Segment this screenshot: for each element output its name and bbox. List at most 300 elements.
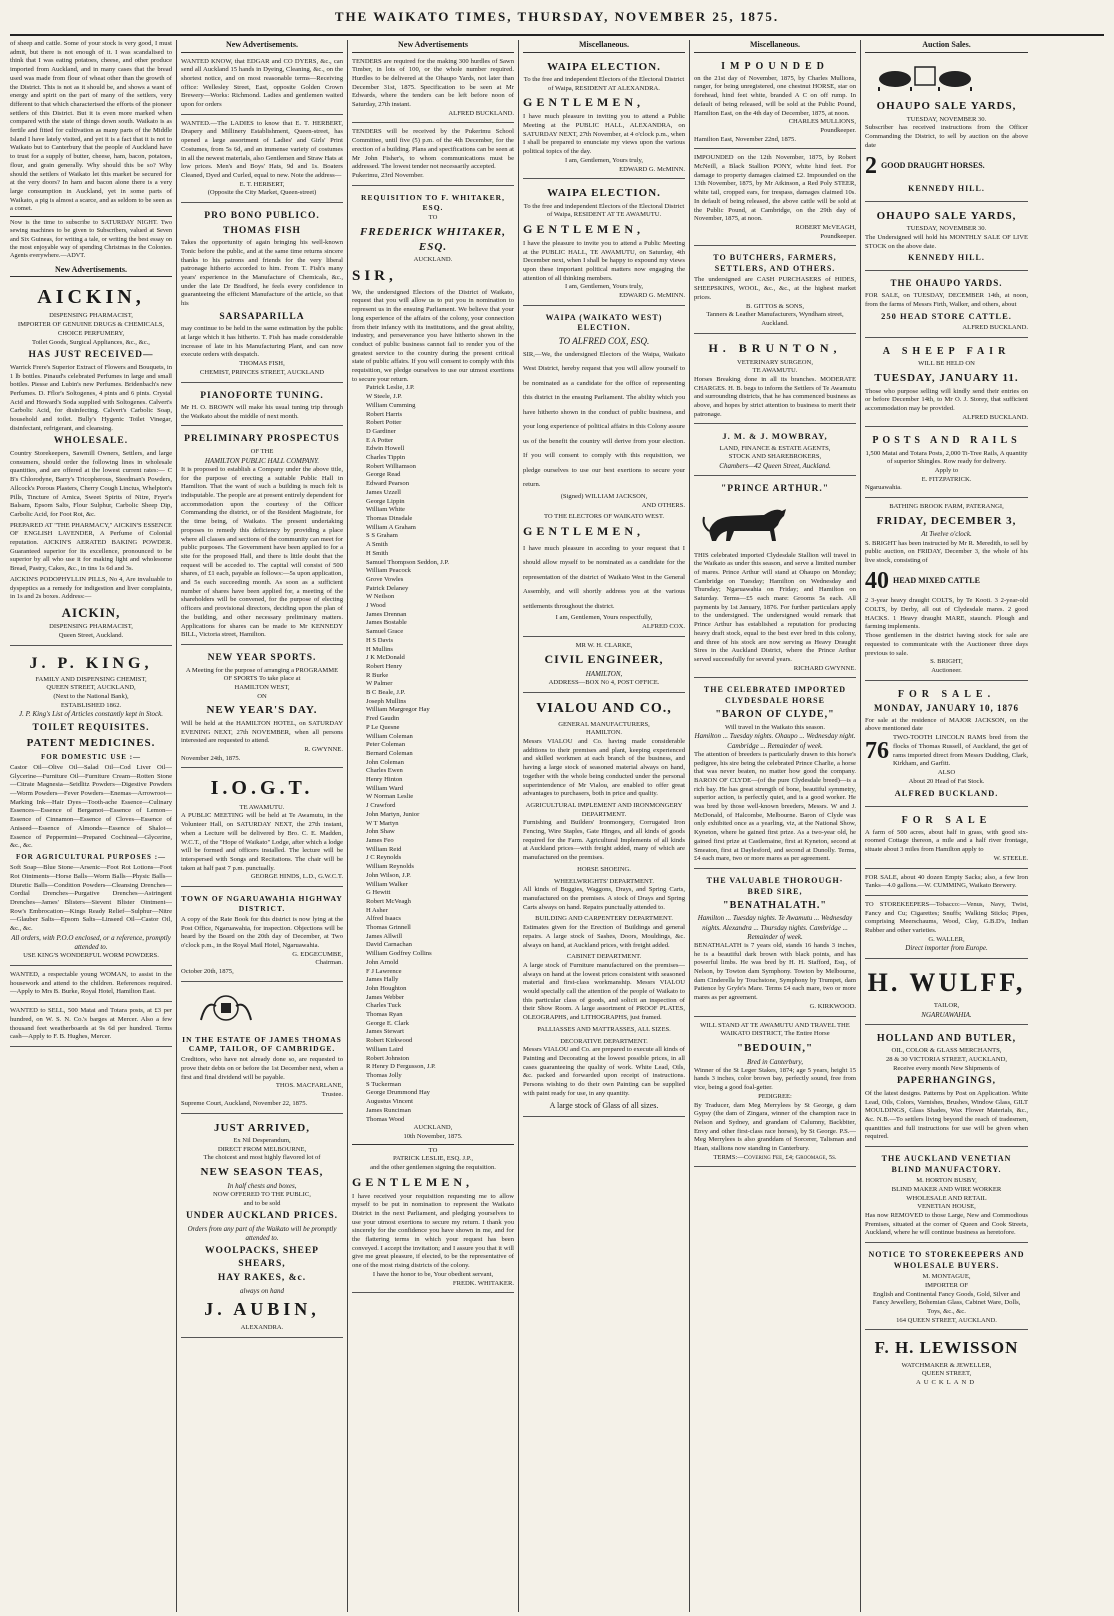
ad-body: IMPOUNDED on the 12th November, 1875, by Robert McNeill, a Black Stallion PONY, white hind feet. For damage to property damages claimed £2. Impounded on the 13th November, 1875, by Mr Atkinson, a Red Poly STEER, white tail, cropped ears, for trespass, damages claimed 10s. In default of being released, the above cattle will be sold at the Public Pound, at Cambridge, on the 29th day of November, 1875, at noon. xyxy=(694,154,856,223)
ad-body: Will be held at the HAMILTON HOTEL, on SATURDAY EVENING NEXT, 27th NOVEMBER, when all persons interested are requested to attend. xyxy=(181,719,343,745)
ad-ngaruawahia-district xyxy=(181,890,343,982)
signatory-name: William Reid xyxy=(366,845,402,853)
ad-body: I have the pleasure to invite you to attend a Public Meeting at the PUBLIC HALL, TE AWAMUTU, on Saturday, 4th December next, when I shall be happy to expound my views upon these important political matters now engaging the attention of all thinking members. xyxy=(523,239,685,282)
signatory-name: H Asher xyxy=(366,906,388,914)
signatory-name: James Feo xyxy=(366,837,394,844)
signatory-name: William Walker xyxy=(366,880,408,888)
signatory-name: Bernard Coleman xyxy=(366,749,413,757)
signatory-name: Thomas Ryan xyxy=(366,1011,403,1019)
ad-for-sale-farm xyxy=(865,810,1028,869)
ad-heading: "BARON OF CLYDE," xyxy=(715,709,835,721)
ad-body: S. BRIGHT has been instructed by Mr R. Meredith, to sell by public auction, on FRIDAY, December 3, the whole of his live stock, consisting of xyxy=(865,539,1028,564)
ad-heading: BUILDING AND CARPENTERY DEPARTMENT. xyxy=(535,915,673,923)
ad-title: WAIPA ELECTION. xyxy=(547,60,661,73)
ad-subtitle: Ex Nil Desperandum, xyxy=(233,1137,291,1145)
ad-subtitle: IMPORTER OF GENUINE DRUGS & CHEMICALS, CHOICE PERFUMERY, xyxy=(17,321,165,337)
signatory-name: Fred Gaudin xyxy=(366,715,400,723)
ad-aubin xyxy=(181,1117,343,1338)
lot-line xyxy=(865,734,1028,769)
signatory-name: Thomas Dinsdale xyxy=(366,514,413,522)
ad-body: About 20 Head of Fat Stock. xyxy=(908,777,985,785)
section-heading: Miscellaneous. xyxy=(523,40,685,53)
ad-title: NOTICE TO STOREKEEPERS AND WHOLESALE BUYERS. xyxy=(868,1250,1025,1270)
ad-address: 28 & 30 VICTORIA STREET, AUCKLAND, xyxy=(885,1055,1008,1063)
signatory-name: William Laird xyxy=(366,1045,404,1053)
ad-body: I am, Gentlemen, Yours truly, xyxy=(565,283,643,291)
ad-title: THOMAS FISH xyxy=(223,225,301,236)
ad-signature: G. KIRKWOOD. xyxy=(809,1002,856,1010)
signatory-name: William Reynolds xyxy=(366,863,414,871)
lot-count: 2 xyxy=(865,152,877,179)
ad-salutation: GENTLEMEN, xyxy=(523,222,645,237)
ad-body: ALSO xyxy=(937,768,956,776)
signatory-name: W T Martyn xyxy=(366,819,399,827)
divider xyxy=(10,216,172,217)
ad-heading: WHEELWRIGHTS' DEPARTMENT. xyxy=(554,877,654,885)
ad-title: H. WULFF, xyxy=(867,967,1026,997)
signatory-name: James Allwill xyxy=(366,932,403,940)
ad-date: Pukerimu, 23rd November. xyxy=(352,171,424,179)
ad-signature: G. EDGECUMBE, xyxy=(292,950,343,958)
ad-body: THIS celebrated imported Clydesdale Stallion will travel in the Waikato as under this season, and serve a limited number of mares. Prince Arthur will stand at Ohaupo on Monday; Cambridge on Tuesday; Hamilton on Wednesday and Thursday; Ngaruawahia on Friday; and Hamilton on Saturday. Terms—£5 each mare: Grooms 5s each. All payments by 1st January, 1876. For further particulars apply to the undersigned. The undersigned would remark that Prince Arthur has established a reputation for producing heavy draft stock, equal to the best ever bred in this colony, and three of his stock are now serving as Heavy Draught Sires in the Auckland District, where the Prince Arthur served successfully for several years. xyxy=(694,551,856,663)
ad-title: PRO BONO PUBLICO. xyxy=(204,211,320,222)
ad-edgar: WANTED KNOW, that EDGAR and CO DYERS, &c., can send all Auckland 15 hands in Dyeing, Cleaning, &c., on the shortest notice, and on most reasonable terms—Receiving office: Wellesley Street, East, opposite Golden Crown Brewery—Works: Richmond. Ladies and gentlemen waited upon for orders xyxy=(181,56,343,115)
ad-camp-estate xyxy=(181,985,343,1114)
ad-title: THE CELEBRATED IMPORTED CLYDESDALE HORSE xyxy=(703,685,847,705)
ad-heading: PEDIGREE: xyxy=(758,1092,792,1100)
ad-lewisson xyxy=(865,1333,1028,1392)
ad-title: NEW YEAR SPORTS. xyxy=(207,653,317,663)
ad-subtitle: J. P. King's List of Articles constantly kept in Stock. xyxy=(19,710,163,719)
ad-impounded-cambridge xyxy=(694,152,856,246)
ad-schedule: Hamilton ... Tuesday nights. Ohaupo ... Wednesday night. Cambridge ... Remainder of week. xyxy=(694,732,856,750)
ad-note: All orders, with P.O.O enclosed, or a reference, promptly attended to. xyxy=(11,933,171,952)
signatory-name: James Stewart xyxy=(366,1028,404,1036)
ad-address: Tanners & Leather Manufacturers, Wyndham street, Auckland. xyxy=(706,311,844,327)
ad-subtitle: WHOLESALE AND RETAIL xyxy=(906,1194,987,1202)
ad-title: REQUISITION TO F. WHITAKER, ESQ. xyxy=(361,192,505,212)
ad-subtitle: DISPENSING PHARMACIST, xyxy=(49,312,133,320)
ad-address: 164 QUEEN STREET, AUCKLAND. xyxy=(896,1316,997,1324)
ad-subtitle: At Twelve o'clock. xyxy=(921,530,972,539)
ad-body: I am, Gentlemen, Yours truly, xyxy=(565,156,643,164)
signatory-name: Peter Coleman xyxy=(366,741,406,749)
column-1 xyxy=(6,40,177,1612)
signatory-name: John Martyn, Junior xyxy=(366,810,420,818)
ad-date: Supreme Court, Auckland, November 22, 1875. xyxy=(181,1099,308,1107)
signatory-name: G Hewitt xyxy=(366,889,391,897)
ad-heading: FOR DOMESTIC USE :— xyxy=(40,752,142,761)
signatory-list xyxy=(352,384,514,1124)
ad-signature: CHARLES MULLIONS, xyxy=(788,118,856,126)
ad-ohaupo-yards xyxy=(865,274,1028,338)
ad-body: For sale at the residence of MAJOR JACKSON, on the above mentioned date xyxy=(865,716,1028,733)
ad-body: and to be sold xyxy=(243,1199,281,1207)
ad-heading: TO ALFRED COX, ESQ. xyxy=(558,335,650,346)
ad-heading: HORSE SHOEING. xyxy=(577,865,631,873)
ad-place: AUCKLAND. xyxy=(413,256,453,264)
ad-bedouin xyxy=(694,1020,856,1168)
lot-description: HEAD MIXED CATTLE xyxy=(893,576,980,586)
signatory-name: William White xyxy=(366,506,405,514)
ad-body: Messrs VIALOU and Co. having made considerable additions to their premises and plant, keeping experienced and skilled workmen at each branch of the business, and having a large stock of seasoned material always on hand, together with the whole being conducted under the personal superintendence of Mr Vialou, are enabled to offer great advantages to purchasers, both in price and quality. xyxy=(523,738,685,798)
ad-body: AICKIN'S PODOPHYLLIN PILLS, No 4, Are invaluable to dyspeptics as a remedy for indigestion and liver complaints, in 1s and 2s boxes. Address:— xyxy=(10,575,172,601)
ad-waikato-west-election xyxy=(523,309,685,637)
ad-address: QUEEN STREET, AUCKLAND, xyxy=(46,684,136,692)
signatory-name: William Coleman xyxy=(366,732,413,740)
signatory-name: Alfred Isaacs xyxy=(366,915,401,923)
ad-ohaupo-monthly xyxy=(865,205,1028,271)
ad-body: It is proposed to establish a Company under the above title, for the purpose of erecting a suitable Public Hall in Hamilton. That the want of such a building is much felt is indisputable. The people are at present entirely dependent for accommodation upon the courtesy of the Officer Commanding the district, or of the Resident Magistrate, for the time being, of Waikato. The present undertaking proposes to remedy this deficiency by providing a place where all classes and sections of the community can meet for public purposes. The Government have been applied to for a site for the proposed Hall, and there is little doubt that the request will be acceded to. The capital will consist of 500 shares, of £1 each, payable as follows:—5s upon application, and 5s each succeeding month. As soon as a sufficient number of shares have been applied for, a meeting of the shareholders will be convened, for the purpose of electing officers and provisional directors, deciding upon the plan of the building, and other necessary preliminary matters. Applications for shares can be made to Mr KENNEDY BILL, Victoria street, Hamilton. xyxy=(181,465,343,639)
ad-heading: PAPERHANGINGS, xyxy=(896,1076,997,1087)
ad-whitaker-requisition xyxy=(352,189,514,1294)
ad-piano xyxy=(181,386,343,427)
ad-title: IMPOUNDED xyxy=(721,60,829,72)
ad-body: English and Continental Fancy Goods, Gold, Silver and Fancy Jewellery, Bohemian Glass, Cabinet Ware, Dolls, Toys, &c., &c. xyxy=(872,1290,1021,1315)
signatory-name: Robert Kirkwood xyxy=(366,1037,413,1045)
ad-mowbray xyxy=(694,427,856,476)
ad-signature: ALFRED BUCKLAND. xyxy=(962,413,1028,421)
ad-heading: CIVIL ENGINEER, xyxy=(544,652,664,667)
ad-signature: G. WALLER, xyxy=(928,935,965,943)
ad-benathalath xyxy=(694,872,856,1017)
signatory-name: R Henry D Fergusson, J.P. xyxy=(366,1063,436,1071)
ad-new-year-sports xyxy=(181,648,343,768)
signatory-name: J Wood xyxy=(366,602,386,610)
signatory-name: Robert Potter xyxy=(366,419,402,427)
ad-subtitle: VETERINARY SURGEON, xyxy=(737,358,813,366)
ad-signature: RICHARD GWYNNE. xyxy=(793,664,856,672)
lot-line xyxy=(865,566,1028,598)
ad-heading: UNDER AUCKLAND PRICES. xyxy=(185,1211,339,1222)
signatory-name: S Tuckerman xyxy=(366,1080,401,1088)
ad-body: FOR SALE, on TUESDAY, DECEMBER 14th, at noon, from the farms of Messrs Firth, Walker, and others, about xyxy=(865,291,1028,308)
ad-place: HAMILTON, xyxy=(585,670,623,679)
signatory-name: J C Reynolds xyxy=(366,854,402,862)
ad-heading: NEW YEAR'S DAY. xyxy=(206,704,318,717)
ad-heading: HAY RAKES, &c. xyxy=(217,1273,307,1284)
ad-place: AUCKLAND, xyxy=(413,1124,453,1132)
ad-title: THE AUCKLAND VENETIAN BLIND MANUFACTORY. xyxy=(881,1154,1012,1174)
ad-body: Has now REMOVED to those Large, New and Commodious Premises, situated at the corner of Queen and Cook Streets, Auckland, where he will continue business as heretofore. xyxy=(865,1211,1028,1237)
ad-body: Of the latest designs. Patterns by Post on Application. White Lead, Oils, Colors, Varnishes, Brushes, Window Glass, GILT MOULDINGS, Glass Shades, Wax Flower Materials, &c., &c. N.B.—To settlers living beyond the reach of tradesmen, quantities and full instructions for use will be given when required. xyxy=(865,1089,1028,1141)
ad-body: Furnishing and Builders' Ironmongery, Corrugated Iron Fencing, Wire Staples, Gate Hinges, and all kinds of goods required for the Farm. Agricultural Implements of all kinds at Auckland prices—with freight added, many of which are manufactured on the premises. xyxy=(523,819,685,862)
ad-tenders-hurdles xyxy=(352,56,514,124)
lot-description: GOOD DRAUGHT HORSES. xyxy=(881,161,985,171)
section-heading: New Advertisements xyxy=(352,40,514,53)
ad-date: October 20th, 1875, xyxy=(181,968,234,976)
signatory-name: George Read xyxy=(366,471,401,479)
signatory-name: Samuel Thompson Seddon, J.P. xyxy=(366,558,450,566)
ad-body: Receive every month New Shipments of xyxy=(893,1064,1000,1072)
ad-wanted-sell: WANTED to SELL, 500 Matai and Totara posts, at £3 per hundred, on W. S. N. Co.'s barges at Mercer. Also a few thousand feet weatherboards at 9s 6d per hundred. Terms cash—Apply to F. B. Hughes, Mercer. xyxy=(10,1005,172,1047)
signatory-name: F J Lawrence xyxy=(366,967,402,975)
ad-body: Soft Soap—Blue Stone—Arsenic—Foot Rot Lotions—Foot Rot Ointments—Horse Balls—Worm Balls—Physic Balls—Diuretic Balls—Condition Powders—Cleansing Drenches—Cordial Drenches—Purgative Drenches—Astringent Drenches—James' Blisters—Sievent Blister Ointment—Row's Embrocation—Kings Ready Relief—Sulphur—Nitre—Glauber Salts—Epsom Salts—Linseed Oil—Castor Oil, &c., &c. xyxy=(10,864,172,933)
ad-body: TO xyxy=(428,1146,438,1154)
ad-body: A farm of 500 acres, about half in grass, with good six-roomed Cottage thereon, a mile and a half river frontage, situate about 3 miles from Hamilton apply to xyxy=(865,828,1028,854)
ad-date: TUESDAY, JANUARY 11. xyxy=(874,372,1019,385)
ad-body: on the 21st day of November, 1875, by Charles Mullions, ranger, for being unregistered, one chestnut HORSE, star on forehead, hind feet white, branded A C on off rump. In default of being released, will be sold at the Public Pound, Hamilton East, on the 4th day of December, 1875, at noon. xyxy=(694,74,856,117)
signatory-name: George E. Clark xyxy=(366,1019,409,1027)
signatory-name: D Gardiner xyxy=(366,427,396,435)
ad-date: TUESDAY, NOVEMBER 30. xyxy=(906,225,987,233)
ad-for-sale-rams xyxy=(865,684,1028,807)
ad-baron-of-clyde xyxy=(694,681,856,869)
signatory-name: John Coleman xyxy=(366,758,404,766)
ad-body: I have the honor to be, Your obedient servant, xyxy=(372,1270,494,1278)
column-5 xyxy=(690,40,861,1612)
ad-address: CHEMIST, PRINCES STREET, AUCKLAND xyxy=(199,368,325,376)
ad-subtitle: To the free and independent Electors of the Electoral District of Waipa, RESIDENT AT TE AWAMUTU. xyxy=(523,202,685,219)
signatory-name: Thomas Wood xyxy=(366,1115,405,1123)
ad-signature: W. STEELE. xyxy=(993,854,1028,862)
ad-title: J. M. & J. MOWBRAY, xyxy=(722,431,828,442)
ad-iogt xyxy=(181,771,343,887)
ad-body: Warrick Frere's Superior Extract of Flowers and Bouquets, in 1 lb bottles. Pinaud's celebrated Perfumes in large and small bottles. Piesse and Lubin's new Perfumes. Bridenbach's new Perfumes. D. Fflor's Soltogenes, 4 pints and 6 pints. Crystal Acid and Howard's Soda supplied with Soltogenes. Calvert's Carbolic Acid, for disinfecting. Calvert's Carbolic Soap, household and toilet. Bully's Hygenic Toilet Vinegar, disinfectant, refrigerant, and cleansing. xyxy=(10,363,172,432)
signatory-name: James Webber xyxy=(366,993,404,1001)
ad-body: Country Storekeepers, Sawmill Owners, Settlers, and large consumers, should order the following lines in wholesale quantities, and are offered at the lowest current rates:— C B's Chlorodyne, Barry's Tricopherous, Steedman's Powders, Allcock's Porous Plasters, Cherry Cough Linctus, Whelpton's Pills, Tincture of Arnica, Sweet Spirits of Nitre, Fryer's Balsam, Epsom Salts, Flour Sulphur, Carbolic Sheep Dip, Carbolic Acid, for Foot Rot, &c. xyxy=(10,449,172,518)
lot-line xyxy=(865,151,1028,183)
ad-body: may continue to be held in the same estimation by the public at large which it has hitherto. T. Fish has made considerable increase of late in his Manufacturing Plant, and can now execute orders with despatch. xyxy=(181,325,343,359)
ad-subtitle: TAILOR, xyxy=(933,1002,960,1010)
ad-signature: ALFRED BUCKLAND. xyxy=(962,324,1028,332)
article-text: of sheep and cattle. Some of your stock is very good, I must admit, but there is not enough of it. I was scandalised to think that I was eating potatoes, cheese, and other produce imported from Auckland, and in many cases that the bread used was made from flour of wheat other than the growth of the District. This is not as it should be, and shows a want of energy and spirit on the part of many of the settlers, very different to that which characterised the efforts of the pioneer settlers of this District. But it is even more marked when compared with the state of things down south. Waikato is as fertile and fitted for cultivation as many parts of the Middle Island I have lately visited, and yet it is a fact that it is not to Waikato but to Canterbury that the people of Auckland have to trust for a supply of butter, cheese, ham, bacon, potatoes, flour, and grain generally. Why should this be so? Why should the settlers of Waikato let this market be secured for at the very doors? In ham and bacon alone there is a very large consumption in Auckland, yet in some parts of Waikato, a pig is almost a scarce, and as seldom to be seen as a comet. xyxy=(10,40,172,213)
ad-body: WANTED.—The LADIES to know that E. T. HERBERT, Drapery and Millinery Establishment, Queen-street, has opened a large assortment of Ladies' and Girls' Print Costumes, from 5s 6d, and an immense variety of costumes in all the newest materials, also Gentlemen and Straw Hats at low prices. Men's and Boys' Hats, 9d and 1s. Boaters Cleaned, Dyed and Curled, equal to new. Note the address— xyxy=(181,119,343,179)
ad-title: "PRINCE ARTHUR." xyxy=(720,484,830,495)
ad-title: THE VALUABLE THOROUGH-BRED SIRE, xyxy=(706,875,844,896)
ad-subtitle: OIL, COLOR & GLASS MERCHANTS, xyxy=(891,1047,1002,1055)
signatory-name: Henry Hinton xyxy=(366,776,403,784)
ad-body: PREPARED AT "THE PHARMACY," AICKIN'S ESSENCE OF ENGLISH LAVENDER, A Perfume of Colonial reputation. AICKIN'S AERATED BAKING POWDER. Guaranteed superior for its excellence, pronounced to be superior by all who use it for making light and wholesome Bread, Pastry, Cakes, &c., in tins 1s 6d and 3s. xyxy=(10,521,172,573)
ad-subtitle: WILL BE HELD ON xyxy=(918,360,975,368)
ad-address: (Opposite the City Market, Queen-street) xyxy=(207,189,317,197)
ad-body: Mr H. O. BROWN will make his usual tuning trip through the Waikato about the middle of next month. xyxy=(181,404,343,420)
ad-subtitle: GENERAL MANUFACTURERS, xyxy=(558,720,650,728)
ad-title: WAIPA ELECTION. xyxy=(547,187,661,200)
ad-heading: M. HORTON BUSBY, xyxy=(916,1177,977,1185)
ad-body: Horses Breaking done in all its branches. MODERATE CHARGES. H. B. begs to inform the Settlers of Te Awamutu and surrounding districts, that he has commenced business as above, and hopes by strict attention to business to merit their patronage. xyxy=(694,375,856,418)
signatory-name: John Houghton xyxy=(366,984,407,992)
ad-heading: AGRICULTURAL IMPLEMENT AND IRONMONGERY DEPARTMENT. xyxy=(525,801,683,818)
ad-body: TO STOREKEEPERS—Tobacco:—Venus, Navy, Twist, Fancy and Cu; Cigarettes; Snuffs; Walking Sticks; Pipes, comprising Meerschaums, Wood, Clay, G.B.D's, Indian Rubber and other varieties. xyxy=(865,900,1028,935)
ad-date: Hamilton East, November 22nd, 1875. xyxy=(694,135,797,143)
signatory-name: J Crawford xyxy=(366,802,396,810)
ad-wulff xyxy=(865,962,1028,1025)
ad-signature: ALFRED COX. xyxy=(642,623,685,630)
ad-schedule: Hamilton ... Tuesday nights. Te Awamutu ... Wednesday nights. Alexandra ... Thursday nights. Cambridge ... Remainder of week. xyxy=(697,914,853,941)
ad-heading: FREDERICK WHITAKER, ESQ. xyxy=(360,226,506,253)
ad-heading: PATRICK LESLIE, ESQ. J.P., xyxy=(393,1155,473,1163)
ad-body: NOW OFFERED TO THE PUBLIC, xyxy=(213,1190,311,1198)
ad-signature: EDWARD G. McMINN. xyxy=(619,292,685,300)
column-2 xyxy=(177,40,348,1612)
ad-body: In half chests and boxes, xyxy=(227,1181,297,1190)
ad-signature: (Signed) WILLIAM JACKSON, xyxy=(560,492,648,500)
ad-subtitle: LAND, FINANCE & ESTATE AGENTS, xyxy=(719,444,831,452)
ad-body: 2 3-year heavy draught COLTS, by Te Kooti. 3 2-year-old COLTS, by Derby, all out of Clydesdale mares. 2 good HACKS. 1 Heavy draught MARE, staunch. Plough and farming implements. xyxy=(865,597,1028,631)
signatory-name: William Ward xyxy=(366,784,403,792)
ad-heading: SARSAPARILLA xyxy=(219,311,305,322)
ad-body: The choicest and most highly flavored lot of xyxy=(203,1154,321,1162)
ad-body: We, the undersigned Electors of the District of Waikato, request that you will allow us to put you in nomination to represent us in the ensuing Parliament. We believe that your long experience of the affairs of the colony, your connection from their infancy with its institutions, and the great ability, industry, and perseverance you have hitherto shown in the conduct of public business cannot fail to render you of the greatest service to the country during the present critical state of public affairs. If you will consent to comply with this requisition, we pledge ourselves to use our utmost exertions to secure your return. xyxy=(352,288,514,383)
ad-body: Winner of the St Leger Stakes, 1874; age 5 years, height 15 hands 3 inches, color brown bay, perfectly sound, free from vice, being a good foal-getter. xyxy=(694,1066,856,1092)
ad-heading: CABINET DEPARTMENT. xyxy=(566,953,642,961)
ad-for-sale-sacks: FOR SALE, about 40 dozen Empty Sacks; also, a few Iron Tanks—4.0 gallons.—W. CUMMING, Waikato Brewery. xyxy=(865,872,1028,896)
signatory-name: David Carnachan xyxy=(366,941,412,949)
signatory-name: William Godfrey Collins xyxy=(366,950,432,958)
ad-body: A Meeting for the purpose of arranging a PROGRAMME OF SPORTS To take place at xyxy=(185,666,339,683)
ad-signature: EDWARD G. McMINN. xyxy=(619,165,685,173)
ad-body: A copy of the Rate Book for this district is now lying at the Post Office, Ngaruawahia, for inspection. Objections will be heard by the Board on the 20th day of December, at Two o'clock p.m., in the Royal Mail Hotel, Ngaruawahia. xyxy=(181,915,343,949)
signatory-name: William Peacock xyxy=(366,567,411,575)
ad-storekeepers-tobacco xyxy=(865,899,1028,959)
signatory-name: Grove Vowles xyxy=(366,575,404,583)
ad-note: USE KING'S WONDERFUL WORM POWDERS. xyxy=(23,952,159,960)
ad-title: I.O.G.T. xyxy=(210,777,314,800)
ad-title: PRELIMINARY PROSPECTUS xyxy=(184,434,340,445)
ad-address: (Next to the National Bank), xyxy=(53,693,129,701)
signatory-name: P Le Quesne xyxy=(366,723,400,731)
auction-emblem xyxy=(865,61,985,91)
ad-signature: Poundkeeper. xyxy=(820,232,856,240)
signatory-name: James Bostable xyxy=(366,619,407,627)
ad-holland-butler xyxy=(865,1028,1028,1147)
ad-body: ON xyxy=(257,692,267,700)
ad-heading: PALLIASSES AND MATTRASSES, ALL SIZES. xyxy=(537,1025,671,1033)
ad-title: PIANOFORTE TUNING. xyxy=(200,390,324,401)
ad-heading: DECORATIVE DEPARTMENT. xyxy=(560,1037,648,1045)
signatory-name: Patrick Delaney xyxy=(366,584,409,592)
ad-place: Ngaruawahia. xyxy=(865,484,902,492)
ad-subtitle: Bred in Canterbury, xyxy=(747,1057,803,1066)
signatory-name: Edward Pearson xyxy=(366,480,410,488)
signatory-name: George Drummond Hay xyxy=(366,1089,430,1097)
ad-subtitle: To the free and independent Electors of the Electoral District of Waipa, RESIDENT AT ALEXANDRA. xyxy=(523,76,685,92)
ad-note: Orders from any part of the Waikato will be promptly attended to. xyxy=(187,1224,337,1243)
ad-place: HAMILTON. xyxy=(585,729,623,737)
lot-count: 40 xyxy=(865,567,889,594)
masthead: THE WAIKATO TIMES, THURSDAY, NOVEMBER 25, 1875. xyxy=(10,0,1104,36)
ad-body: Those gentlemen in the district having stock for sale are requested to communicate with the Auctioneer three days previous to sale. xyxy=(865,632,1028,657)
ad-subtitle: OF THE xyxy=(250,448,274,455)
ad-subtitle: ESTABLISHED 1862. xyxy=(60,701,122,709)
signatory-name: Augustus Vincent xyxy=(366,1098,413,1106)
signatory-name: E A Potter xyxy=(366,436,394,444)
ad-body: I have received your requisition requesting me to allow myself to be put in nomination to represent the Waikato District in the next Parliament, and pledging yourselves to use your utmost exertions to secure my return. I thank you sincerely for the confidence you have shown in me, and for the flattering terms in which your request has been conveyed. I accept the invitation; and I assure you that it will give me great pleasure, if elected, to be the representative of one of the most rising districts of the colony. xyxy=(352,1192,514,1270)
ad-title: FOR SALE xyxy=(901,814,992,826)
ad-body: Those who purpose selling will kindly send their entries on or before December 14th, to Mr O. J. Storey, that sufficient accommodation may be provided. xyxy=(865,387,1028,412)
signatory-name: S S Graham xyxy=(366,532,398,540)
ad-body: Estimates given for the Erection of Buildings and general repairs. A large stock of Sashes, Doors, Mouldings, &c. always on hand, at Auckland prices, with freight added. xyxy=(523,924,685,949)
lot-description: TWO-TOOTH LINCOLN RAMS bred from the flocks of Thomas Russell, of Auckland, the get of rams imported direct from Messrs Dudding, Clark, Kirkham, and Garfitt. xyxy=(893,734,1028,768)
signatory-name: A Smith xyxy=(366,541,388,549)
lot-description: 250 HEAD STORE CATTLE. xyxy=(881,311,1012,322)
ad-king xyxy=(10,649,172,967)
signatory-name: R Burke xyxy=(366,671,389,679)
ad-heading: PATENT MEDICINES. xyxy=(26,737,156,750)
ad-signature: FREDK. WHITAKER. xyxy=(452,1279,514,1287)
ad-title: H. BRUNTON, xyxy=(708,340,842,355)
ad-title: OHAUPO SALE YARDS, xyxy=(876,100,1017,113)
signatory-name: William A Graham xyxy=(366,523,416,531)
signatory-name: W Palmer xyxy=(366,680,393,688)
ad-title: E. T. HERBERT, xyxy=(239,180,285,188)
ad-title: BATHING BROOK FARM, PATERANGI, xyxy=(889,503,1004,511)
signatory-name: George Lippin xyxy=(366,497,405,505)
ad-tenders-school xyxy=(352,126,514,185)
ad-body: 1,500 Matai and Totara Posts, 2,000 Ti-Tree Rails, A quantity of superior Shingles. Row ready for delivery. xyxy=(865,449,1028,466)
ad-address: Queen Street, Auckland. xyxy=(58,631,124,639)
signatory-name: James Drennan xyxy=(366,610,407,618)
ad-sheep-fair xyxy=(865,341,1028,427)
ad-body: Messrs VIALOU and Co. are prepared to execute all kinds of Painting and Decorating at the lowest possible prices, in all cases guaranteeing the quality of work. White Lead, Oils, &c. packed and forwarded upon receipt of instructions. Persons wishing to do their own Painting can be supplied with paint ready for use, in any quantity. xyxy=(523,1046,685,1097)
signatory-name: Charles Ewen xyxy=(366,767,403,775)
signatory-name: John Arnold xyxy=(366,958,399,966)
ad-signature: GEORGE HINDS, L.D., G.W.C.T. xyxy=(250,873,343,881)
signatory-name: Robert Harris xyxy=(366,410,403,418)
signatory-name: Thomas Jolly xyxy=(366,1071,402,1079)
ad-waipa-election-alexandra xyxy=(523,56,685,180)
ad-montague xyxy=(865,1246,1028,1330)
ad-title: FOR SALE. xyxy=(897,688,996,700)
ad-heading: "BENATHALATH." xyxy=(723,900,827,912)
ad-signature: Direct importer from Europe. xyxy=(905,944,988,953)
ad-subtitle: DIRECT FROM MELBOURNE, xyxy=(217,1145,307,1153)
saturday-night-notice: Now is the time to subscribe to SATURDAY NIGHT. Two sewing machines to be given to Subscribers, valued at Seven and Six Guineas, for writing a tale, or writing the best essay on the most enjoyable way of spending Christmas in the Colonies. Agents everywhere.—ADVT. xyxy=(10,219,172,260)
ad-signature: S. BRIGHT, xyxy=(930,658,963,666)
ad-signature: ROBERT McVEAGH, xyxy=(795,223,856,231)
ad-body: Takes the opportunity of again bringing his well-known Tonic before the public, and at the same time returns sincere thanks to his patrons and friends for the very liberal patronage hitherto accorded to him. From T. Fish's many years' experience in the Manufacture of Chemicals, &c., under the late Dr Bradford, he feels every confidence in guaranteeing the efficient Manufacture of the article, so that his xyxy=(181,239,343,308)
ad-title: VIALOU AND CO., xyxy=(536,701,672,717)
ad-bathing-brook-farm xyxy=(865,501,1028,681)
divider xyxy=(352,1144,514,1145)
ad-title: F. H. LEWISSON xyxy=(874,1338,1019,1358)
ad-venetian-blind xyxy=(865,1150,1028,1243)
ad-wanted-woman: WANTED, a respectable young WOMAN, to assist in the housework and attend to the children. References required.—Apply to Mrs B. Burke, Royal Hotel, Hamilton East. xyxy=(10,969,172,1002)
ad-heading: M. MONTAGUE, xyxy=(922,1273,971,1281)
ad-clarke xyxy=(523,640,685,693)
ad-salutation: GENTLEMEN, xyxy=(523,95,645,110)
ad-signature: THOS. MACFARLANE, xyxy=(275,1082,343,1090)
ad-title: OHAUPO SALE YARDS, xyxy=(876,209,1017,222)
ad-prince-arthur xyxy=(694,479,856,678)
signatory-name: John Shaw xyxy=(366,828,395,836)
ad-address: ADDRESS—BOX No 4, POST OFFICE. xyxy=(548,679,660,687)
ad-signature: KENNEDY HILL. xyxy=(908,253,985,263)
ad-signature: B. GITTOS & SONS, xyxy=(746,302,804,310)
ad-subtitle: DISPENSING PHARMACIST, xyxy=(49,623,133,631)
ad-body: A PUBLIC MEETING will be held at Te Awamutu, in the Volunteer Hall, on SATURDAY NEXT, the 27th instant, when a Lecture will be delivered by Bro. C. E. Madden, W.C.T., of the "Hope of Waikato" Lodge, after which a lodge will be formed and officers installed. The lecture will be interspersed with Songs and Recitations. The chair will be taken at half past 7 p.m. punctually. xyxy=(181,812,343,872)
ad-heading: TOILET REQUISITES. xyxy=(32,722,150,733)
ad-body: TO xyxy=(428,214,438,222)
ad-herbert xyxy=(181,118,343,203)
ad-title: AICKIN, xyxy=(61,604,121,620)
signatory-name: Robert Williamson xyxy=(366,462,416,470)
ad-waipa-election-te-awamutu xyxy=(523,182,685,306)
ad-signature: THOMAS FISH, xyxy=(239,360,285,368)
signatory-name: Thomas Grinnell xyxy=(366,924,411,932)
ad-subtitle: Will travel in the Waikato this season. xyxy=(725,723,825,731)
ad-signature: E. FITZPATRICK. xyxy=(921,475,972,483)
signatory-name: W Norman Leslie xyxy=(366,793,414,801)
signatory-name: Joseph Mullins xyxy=(366,697,407,705)
ad-body: Castor Oil—Olive Oil—Salad Oil—Cod Liver Oil—Glycerine—Furniture Oil—Furniture Cream—Rotten Stone—Citrate Magnesia—Seidlitz Powders—Digestive Powders—Worm Powders—Fever Powders—Enemas—Arrowroot—Marking Ink—Hair Dyes—Tooth-ache Essence—Culinary Essences—Essence of Bergamot—Essence of Lemon—Essence of Cinnamon—Essence of Cloves—Essence of Aniseed—Essence of Almonds—Essence of Shalot—Essence of Peppermint—Prepared Cochineal—Glycerine, &c., &c. xyxy=(10,763,172,850)
ad-body: By Traducer, dam Meg Merrylees by St George, g dam Gypsy (the dam of Zingara, winner of the champion race in Nelson and Sydney, and grandam of Calumny, Backbiter, Envy and other first-class race horses), by St George. P.S.—Meg Merrylees is also granddam of Sorcerer, Talisman and Haan, stallions now standing in Canterbury. xyxy=(694,1101,856,1153)
ad-signature: KENNEDY HILL. xyxy=(908,184,985,194)
signatory-name: W Steele, J.P. xyxy=(366,393,402,401)
ad-heading: VENETIAN HOUSE, xyxy=(917,1203,976,1211)
ad-signature: Chairman. xyxy=(315,959,343,967)
